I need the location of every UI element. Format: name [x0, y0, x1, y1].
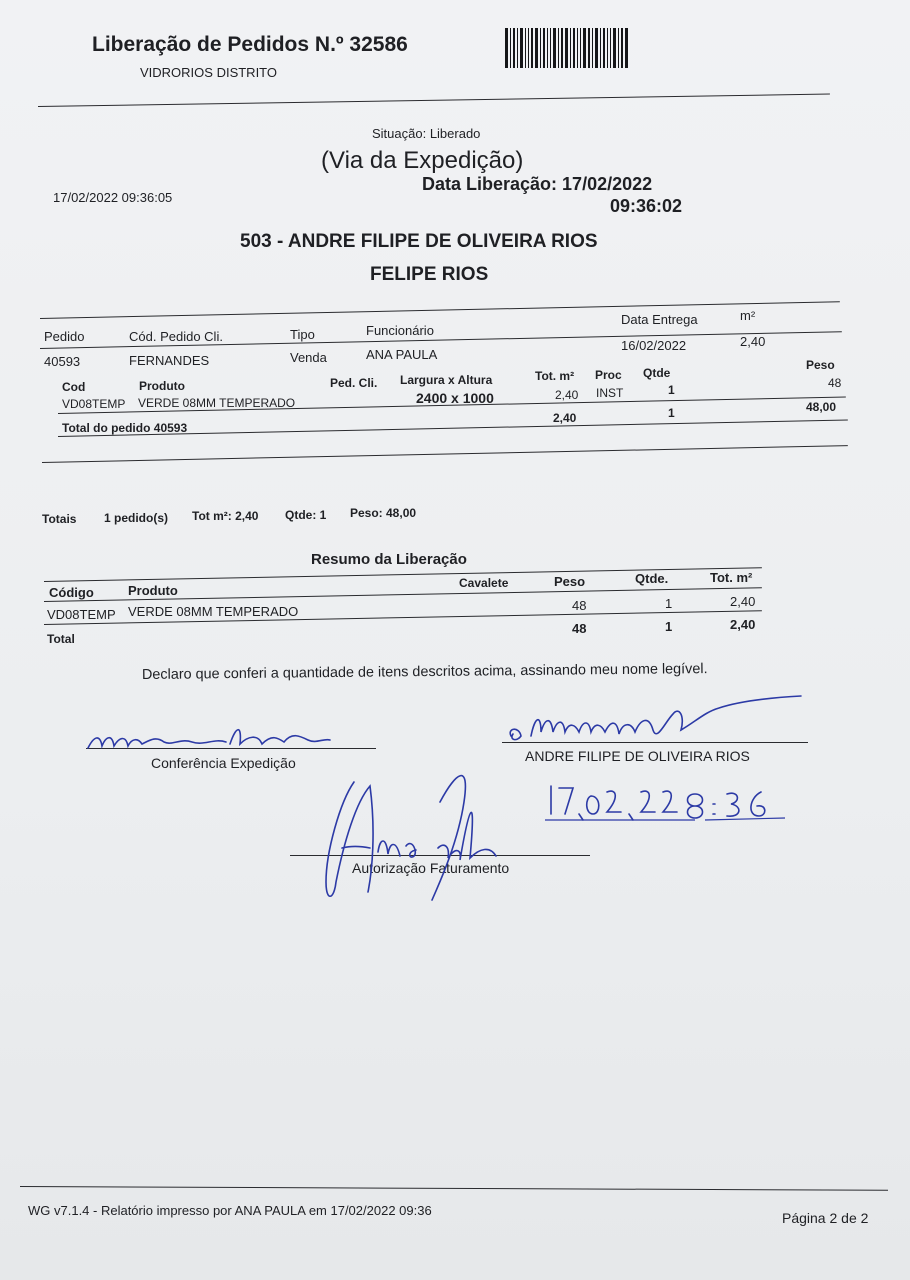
resumo-title: Resumo da Liberação — [311, 551, 467, 568]
col-data-entrega: Data Entrega — [621, 312, 698, 327]
item-proc: INST — [596, 386, 624, 400]
client-name: FELIPE RIOS — [370, 264, 489, 285]
col-produto: Produto — [139, 379, 185, 393]
col-cod: Cod — [62, 380, 86, 394]
col-funcionario: Funcionário — [366, 323, 434, 338]
resumo-codigo: VD08TEMP — [47, 607, 116, 622]
order-cod-pedido-cli: FERNANDES — [129, 353, 210, 368]
item-produto: VERDE 08MM TEMPERADO — [138, 396, 296, 410]
document-title: Liberação de Pedidos N.º 32586 — [92, 33, 408, 56]
footer-report: WG v7.1.4 - Relatório impresso por ANA PAULA em 17/02/2022 09:36 — [28, 1203, 432, 1218]
resumo-tot-m2: 2,40 — [730, 594, 756, 609]
order-bottom-rule — [42, 445, 848, 463]
item-qtde: 1 — [668, 383, 675, 397]
item-cod: VD08TEMP — [62, 397, 126, 411]
item-peso: 48 — [828, 376, 842, 390]
client-signature — [505, 692, 815, 752]
totals-label: Totais — [42, 512, 77, 526]
totals-peso: Peso: 48,00 — [350, 506, 417, 520]
col-tipo: Tipo — [290, 327, 315, 342]
totals-qtde: Qtde: 1 — [285, 508, 327, 522]
resumo-col-tot-m2: Tot. m² — [710, 570, 753, 585]
resumo-peso: 48 — [572, 598, 587, 613]
resumo-total-label: Total — [47, 632, 75, 646]
resumo-total-peso: 48 — [572, 621, 587, 636]
handwritten-datetime — [545, 780, 795, 824]
autorizacao-signature — [320, 762, 530, 907]
resumo-total-qtde: 1 — [665, 619, 673, 634]
client-line: 503 - ANDRE FILIPE DE OLIVEIRA RIOS — [240, 231, 598, 252]
print-datetime: 17/02/2022 09:36:05 — [53, 190, 173, 205]
resumo-produto: VERDE 08MM TEMPERADO — [128, 604, 299, 619]
data-liberacao-time: 09:36:02 — [610, 196, 683, 216]
col-m2: m² — [740, 308, 756, 323]
order-total-label: Total do pedido 40593 — [62, 421, 188, 435]
resumo-col-produto: Produto — [128, 583, 178, 598]
order-pedido: 40593 — [44, 354, 81, 369]
company-name: VIDRORIOS DISTRITO — [140, 65, 277, 80]
order-top-rule — [40, 301, 840, 319]
col-pedido: Pedido — [44, 329, 85, 344]
order-tipo: Venda — [290, 350, 327, 365]
client-sign-label: ANDRE FILIPE DE OLIVEIRA RIOS — [525, 748, 750, 764]
order-data-entrega: 16/02/2022 — [621, 338, 687, 353]
item-dimensions: 2400 x 1000 — [416, 390, 494, 406]
col-peso: Peso — [806, 358, 835, 372]
totals-m2: Tot m²: 2,40 — [192, 509, 259, 523]
order-total-peso: 48,00 — [806, 400, 837, 414]
situacao-text: Situação: Liberado — [372, 126, 481, 141]
footer-page: Página 2 de 2 — [782, 1210, 869, 1226]
order-funcionario: ANA PAULA — [366, 347, 438, 362]
barcode — [505, 28, 643, 68]
totals-pedidos: 1 pedido(s) — [104, 511, 169, 525]
conferencia-signature — [80, 718, 340, 758]
order-total-qtde: 1 — [668, 406, 675, 420]
header-divider — [38, 94, 830, 107]
resumo-col-cavalete: Cavalete — [459, 576, 509, 590]
resumo-col-peso: Peso — [554, 574, 586, 589]
resumo-col-codigo: Código — [49, 585, 94, 600]
resumo-total-tot-m2: 2,40 — [730, 617, 756, 632]
order-m2: 2,40 — [740, 334, 766, 349]
col-cod-pedido-cli: Cód. Pedido Cli. — [129, 329, 223, 344]
col-largura-altura: Largura x Altura — [400, 373, 493, 387]
col-ped-cli: Ped. Cli. — [330, 376, 378, 390]
col-tot-m2: Tot. m² — [535, 369, 575, 383]
order-total-m2: 2,40 — [553, 411, 577, 425]
col-proc: Proc — [595, 368, 622, 382]
autorizacao-label: Autorização Faturamento — [352, 860, 510, 876]
col-qtde: Qtde — [643, 366, 671, 380]
conferencia-label: Conferência Expedição — [151, 755, 296, 771]
footer-rule — [20, 1186, 888, 1191]
item-tot-m2: 2,40 — [555, 388, 579, 402]
resumo-qtde: 1 — [665, 596, 673, 611]
declaration-text: Declaro que conferi a quantidade de itens descritos acima, assinando meu nome legível. — [141, 661, 708, 683]
data-liberacao: Data Liberação: 17/02/2022 — [422, 174, 653, 194]
via-text: (Via da Expedição) — [321, 147, 524, 174]
resumo-col-qtde: Qtde. — [635, 571, 669, 586]
